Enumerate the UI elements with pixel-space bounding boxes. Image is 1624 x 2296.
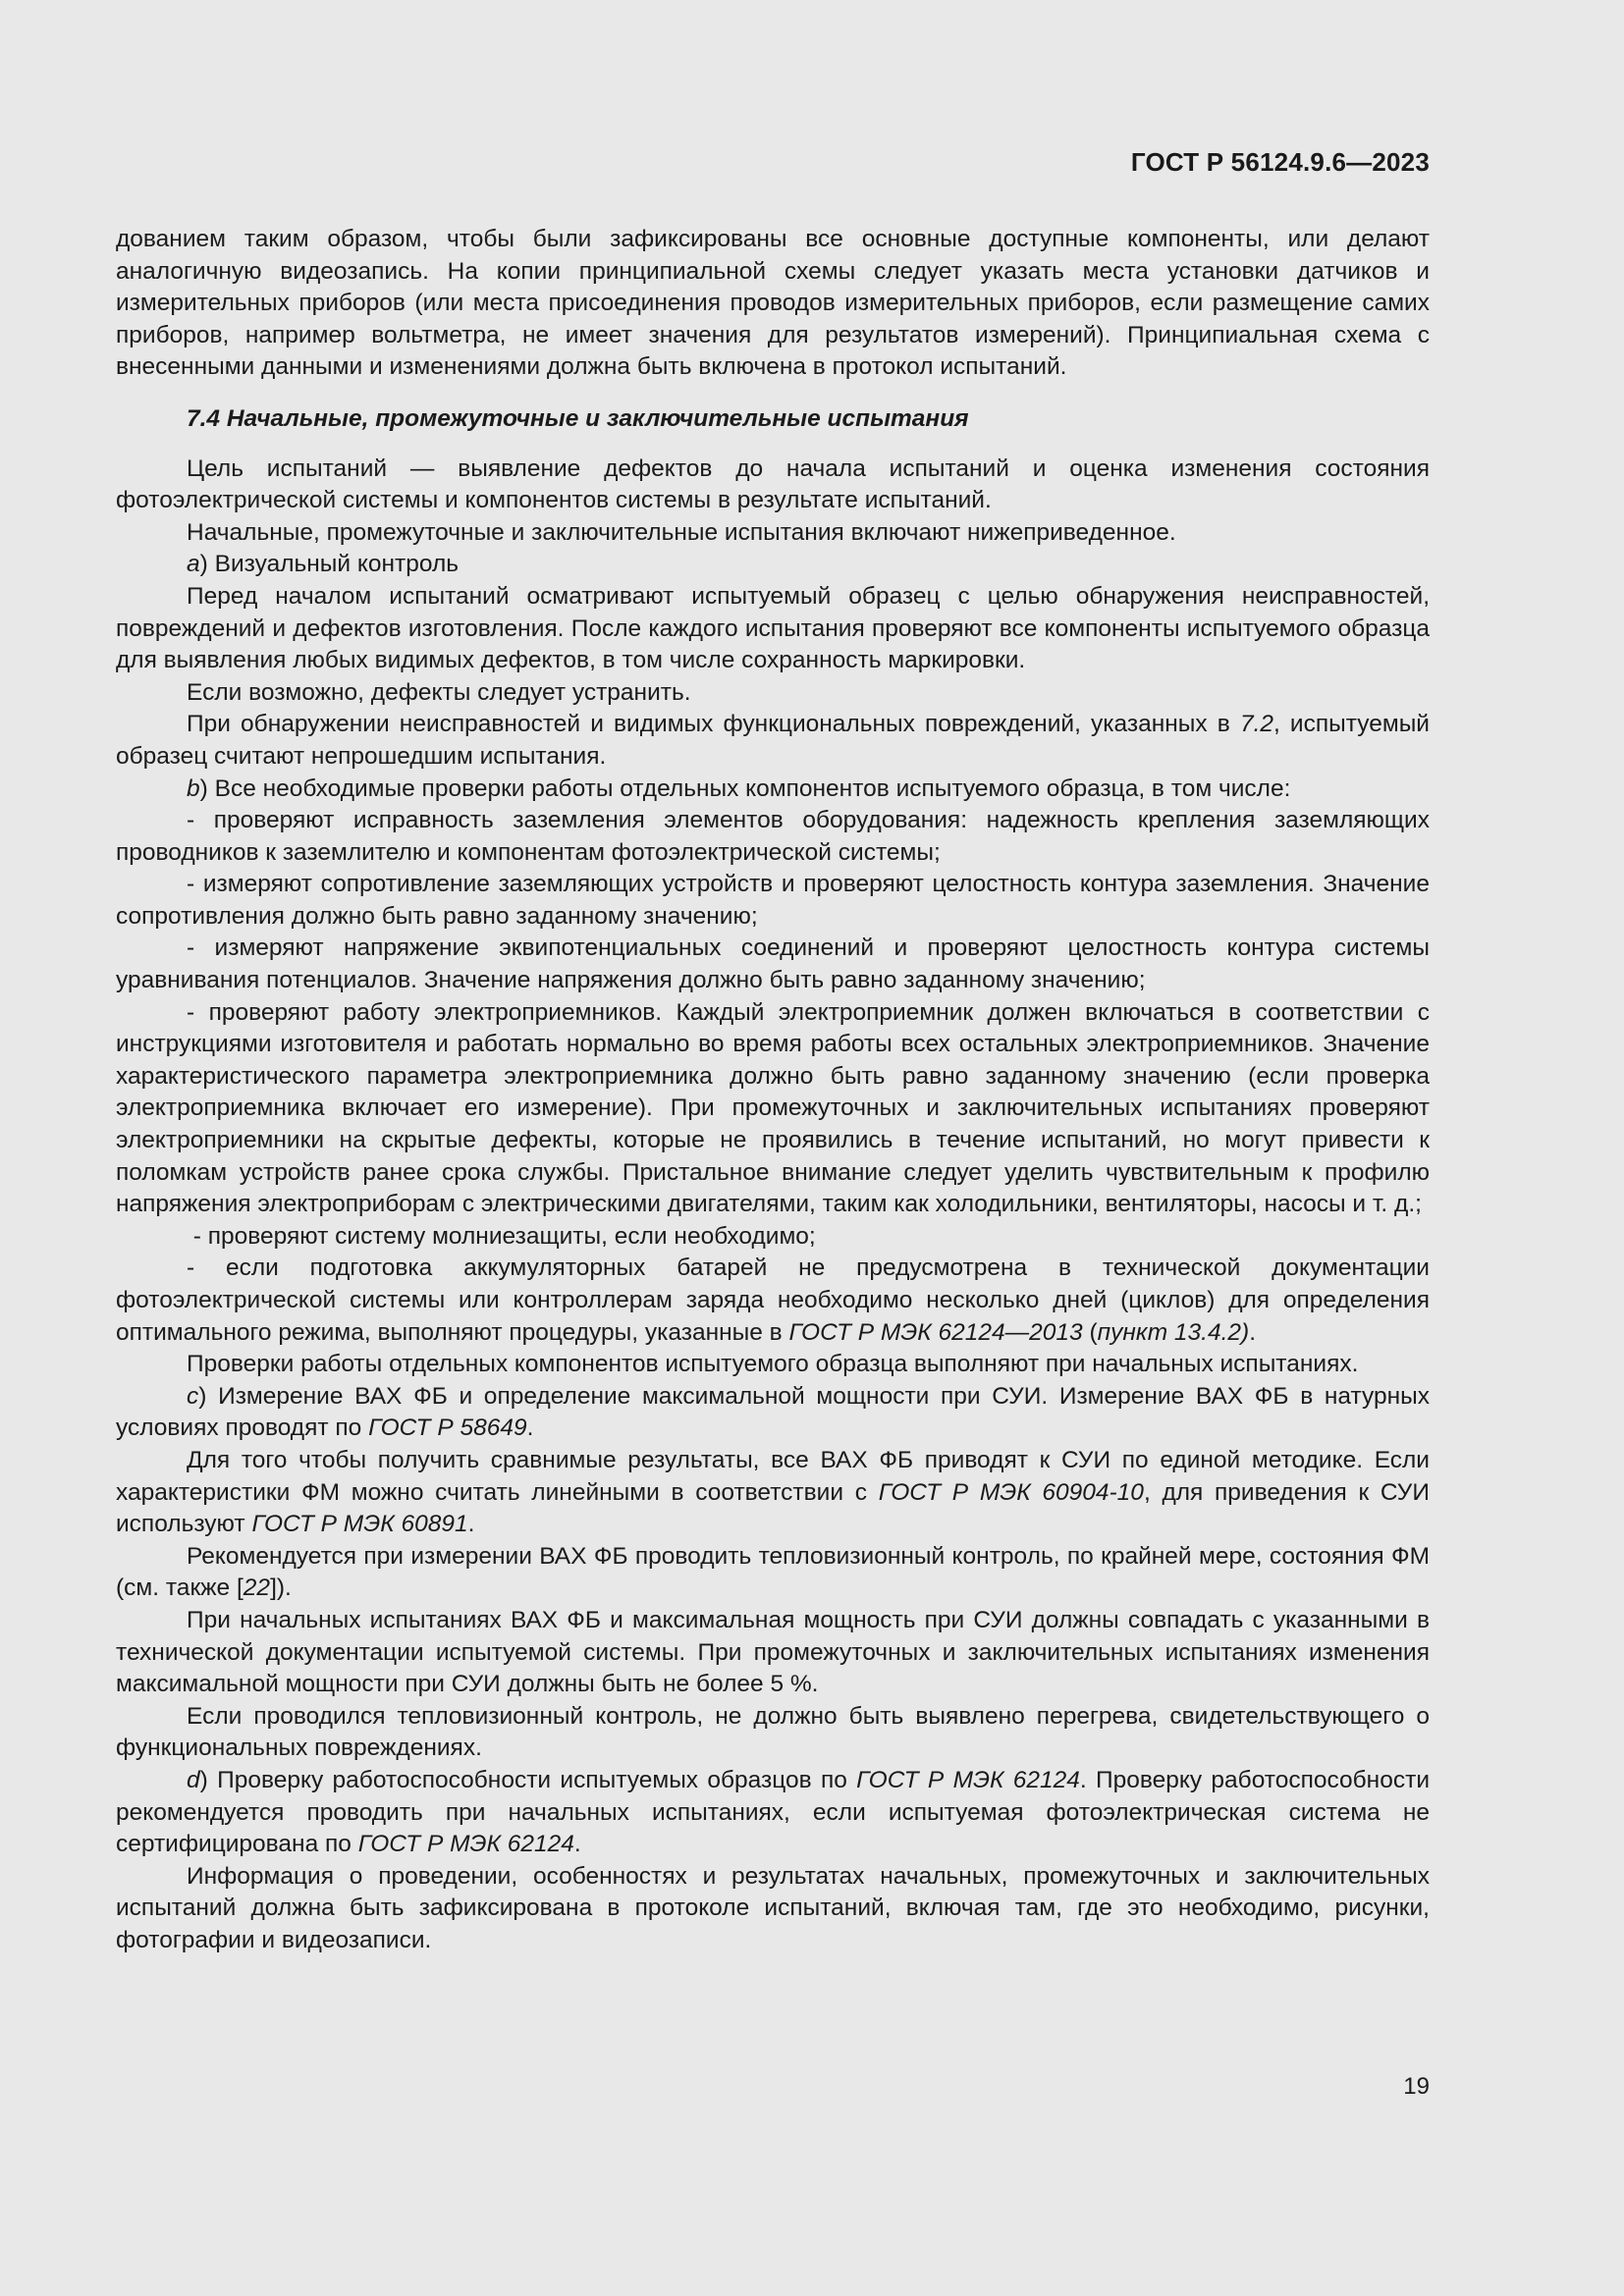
paragraph: а) Визуальный контроль: [187, 551, 460, 578]
paragraph: - проверяют исправность заземления элементов оборудования: надежность крепления заземляющих проводников к заземлителю и компонентам фотоэлектрической системы;: [116, 807, 1430, 866]
paragraph: дованием таким образом, чтобы были зафиксированы все основные доступные компоненты, или делают аналогичную видеозапись. На копии принципиальной схемы следует указать места установки датчиков и измерительных приборов (или места присоединения проводов измерительных приборов, если размещение самих приборов, например вольтметра, не имеет значения для результатов измерений). Принципиальная схема с внесенными данными и изменениями должна быть включена в протокол испытаний.: [116, 226, 1430, 381]
paragraph: Для того чтобы получить сравнимые результаты, все ВАХ ФБ приводят к СУИ по единой методике. Если характеристики ФМ можно считать линейными в соответствии с ГОСТ Р МЭК 60904-10, для приведения к СУИ используют ГОСТ Р МЭК 60891.: [116, 1446, 1430, 1538]
paragraph: Если возможно, дефекты следует устранить.: [187, 678, 691, 706]
paragraph: d) Проверку работоспособности испытуемых образцов по ГОСТ Р МЭК 62124. Проверку работоспособности рекомендуется проводить при начальных испытаниях, если испытуемая фотоэлектрическая система не сертифицирована по ГОСТ Р МЭК 62124.: [116, 1766, 1430, 1858]
paragraph: с) Измерение ВАХ ФБ и определение максимальной мощности при СУИ. Измерение ВАХ ФБ в натурных условиях проводят по ГОСТ Р 58649.: [116, 1382, 1430, 1442]
page-number: 19: [1403, 2073, 1430, 2100]
paragraph: Начальные, промежуточные и заключительные испытания включают нижеприведенное.: [187, 518, 1176, 546]
paragraph: Перед началом испытаний осматривают испытуемый образец с целью обнаружения неисправностей, повреждений и дефектов изготовления. После каждого испытания проверяют все компоненты испытуемого образца для выявления любых видимых дефектов, в том числе сохранность маркировки.: [116, 582, 1430, 674]
section-heading: 7.4 Начальные, промежуточные и заключительные испытания: [187, 404, 969, 432]
paragraph: - если подготовка аккумуляторных батарей не предусмотрена в технической документации фотоэлектрической системы или контроллерам заряда необходимо несколько дней (циклов) для определения оптимального режима, выполняют процедуры, указанные в ГОСТ Р МЭК 62124—2013 (пункт 13.4.2).: [116, 1255, 1430, 1346]
document-header: ГОСТ Р 56124.9.6—2023: [1130, 147, 1430, 177]
paragraph: Проверки работы отдельных компонентов испытуемого образца выполняют при начальных испытаниях.: [187, 1351, 1359, 1378]
paragraph: При обнаружении неисправностей и видимых функциональных повреждений, указанных в 7.2, испытуемый образец считают непрошедшим испытания.: [116, 711, 1430, 770]
paragraph: - измеряют сопротивление заземляющих устройств и проверяют целостность контура заземления. Значение сопротивления должно быть равно заданному значению;: [116, 871, 1430, 930]
document-body: [116, 224, 1430, 1956]
paragraph: Рекомендуется при измерении ВАХ ФБ проводить тепловизионный контроль, по крайней мере, состояния ФМ (см. также [22]).: [116, 1542, 1430, 1602]
paragraph: b) Все необходимые проверки работы отдельных компонентов испытуемого образца, в том числе:: [187, 774, 1291, 802]
paragraph: - измеряют напряжение эквипотенциальных соединений и проверяют целостность контура системы уравнивания потенциалов. Значение напряжения должно быть равно заданному значению;: [116, 934, 1430, 994]
paragraph: При начальных испытаниях ВАХ ФБ и максимальная мощность при СУИ должны совпадать с указанными в технической документации испытуемой системы. При промежуточных и заключительных испытаниях изменения максимальной мощности при СУИ должны быть не более 5 %.: [116, 1606, 1430, 1698]
paragraph: Информация о проведении, особенностях и результатах начальных, промежуточных и заключительных испытаний должна быть зафиксирована в протоколе испытаний, включая там, где это необходимо, рисунки, фотографии и видеозаписи.: [116, 1862, 1430, 1953]
paragraph: Цель испытаний — выявление дефектов до начала испытаний и оценка изменения состояния фотоэлектрической системы и компонентов системы в результате испытаний.: [116, 454, 1430, 514]
paragraph: - проверяют систему молниезащиты, если необходимо;: [187, 1222, 816, 1250]
paragraph: Если проводился тепловизионный контроль, не должно быть выявлено перегрева, свидетельствующего о функциональных повреждениях.: [116, 1702, 1430, 1762]
paragraph: - проверяют работу электроприемников. Каждый электроприемник должен включаться в соответствии с инструкциями изготовителя и работать нормально во время работы всех остальных электроприемников. Значение характеристического параметра электроприемника должно быть равно заданному значению (если проверка электроприемника включает его измерение). При промежуточных и заключительных испытаниях проверяют электроприемники на скрытые дефекты, которые не проявились в течение испытаний, но могут привести к поломкам устройств ранее срока службы. Пристальное внимание следует уделить чувствительным к профилю напряжения электроприборам с электрическими двигателями, таким как холодильники, вентиляторы, насосы и т. д.;: [116, 998, 1430, 1218]
